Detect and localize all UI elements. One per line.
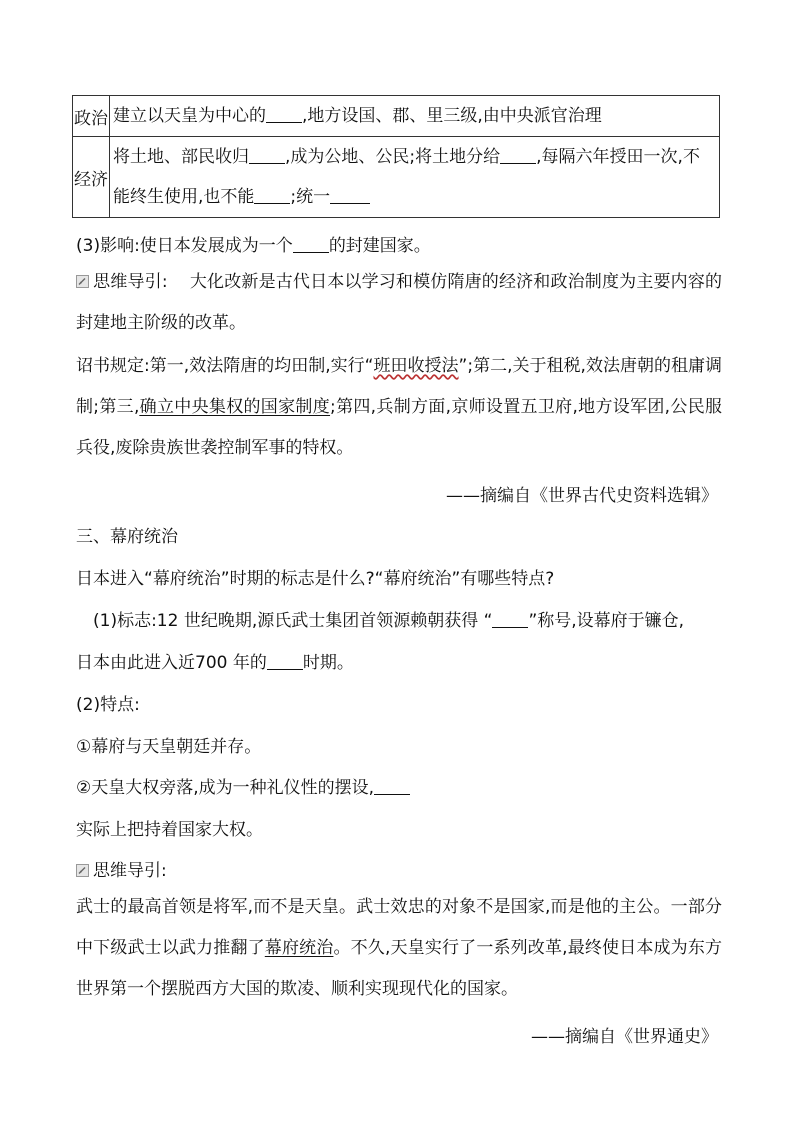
edict-underline-1: 班田收授法 [373, 356, 459, 376]
feature-1: ①幕府与天皇朝廷并存。 [76, 737, 262, 757]
economy-content [110, 137, 720, 218]
answer-blank[interactable] [500, 147, 536, 164]
edict-text-1: 诏书规定:第一,效法隋唐的均田制,实行“ [76, 356, 374, 376]
guide-heading-2 [76, 856, 167, 881]
answer-blank[interactable] [254, 187, 290, 204]
edict-underline-2: 确立中央集权的国家制度 [139, 397, 331, 417]
economy-text-3: ,每隔六年授田一次,不能终生使用,也不能 [113, 147, 700, 207]
politics-text-2: ,地方设国、郡、里三级,由中央派官治理 [302, 106, 602, 126]
edict-paragraph [76, 346, 722, 469]
section-title: 三、幕府统治 [76, 527, 178, 547]
guide2-text-2: 。不久,天皇实行了一系列改革,最终使日本成为东方世界第一个摆脱西方大国的欺凌、顺利实现现代化的国家。 [76, 938, 723, 999]
answer-blank[interactable] [492, 611, 528, 628]
guide-text: 大化改新是古代日本以学习和模仿隋唐的经济和政治制度为主要内容的封建地主阶级的改革。 [76, 272, 722, 333]
row-header-politics: 政治 [73, 96, 110, 137]
mark-text-2: ”称号,设幕府于镰仓, [528, 611, 685, 631]
source-citation-1: ——摘编自《世界古代史资料选辑》 [446, 486, 718, 506]
guide-icon [76, 275, 89, 288]
answer-blank[interactable] [374, 778, 410, 795]
mark-text-1: (1)标志:12 世纪晚期,源氏武士集团首领源赖朝获得 “ [93, 611, 493, 631]
guide-paragraph-1 [76, 262, 722, 344]
politics-content [110, 96, 720, 137]
table-row-politics [73, 96, 720, 137]
guide-label: 思维导引: [93, 861, 167, 881]
mark-line-2 [76, 648, 354, 673]
guide-paragraph-2 [76, 887, 722, 1010]
mark-text-3: 日本由此进入近700 年的 [76, 653, 267, 673]
answer-blank[interactable] [267, 653, 303, 670]
guide-icon [76, 864, 89, 877]
table-row-economy [73, 137, 720, 218]
mark-text-4: 时期。 [302, 653, 354, 673]
answer-blank[interactable] [266, 106, 302, 123]
answer-blank[interactable] [293, 236, 329, 253]
guide2-underline: 幕府统治 [264, 938, 334, 958]
edict-text-2: ”;第二,关于租税,效法唐朝的租庸调制;第三, [76, 356, 723, 417]
feature-3: 实际上把持着国家大权。 [76, 820, 263, 840]
feature-2-text: ②天皇大权旁落,成为一种礼仪性的摆设, [76, 778, 375, 798]
answer-blank[interactable] [249, 147, 285, 164]
economy-text-4: ;统一 [290, 187, 331, 207]
economy-text-2: ,成为公地、公民;将土地分给 [285, 147, 501, 167]
section-question: 日本进入“幕府统治”时期的标志是什么?“幕府统治”有哪些特点? [76, 569, 555, 589]
economy-text-1: 将土地、部民收归 [113, 147, 249, 167]
features-heading: (2)特点: [76, 695, 140, 715]
influence-text-1: (3)影响:使日本发展成为一个 [76, 236, 293, 256]
answer-blank[interactable] [330, 187, 370, 204]
row-header-economy: 经济 [73, 137, 110, 218]
reform-table [72, 95, 720, 218]
politics-text-1: 建立以天皇为中心的 [113, 106, 266, 126]
source-citation-2: ——摘编自《世界通史》 [531, 1027, 718, 1047]
edict-text-3: ;第四,兵制方面,京师设置五卫府,地方设军团,公民服兵役,废除贵族世袭控制军事的特权。 [76, 397, 723, 458]
mark-line-1 [93, 606, 684, 631]
guide-label: 思维导引: [93, 272, 168, 292]
influence-text-2: 的封建国家。 [328, 236, 431, 256]
feature-2 [76, 773, 410, 798]
guide2-text-1: 武士的最高首领是将军,而不是天皇。武士效忠的对象不是国家,而是他的主公。一部分中下级武士以武力推翻了 [76, 897, 722, 958]
influence-line [76, 231, 431, 256]
